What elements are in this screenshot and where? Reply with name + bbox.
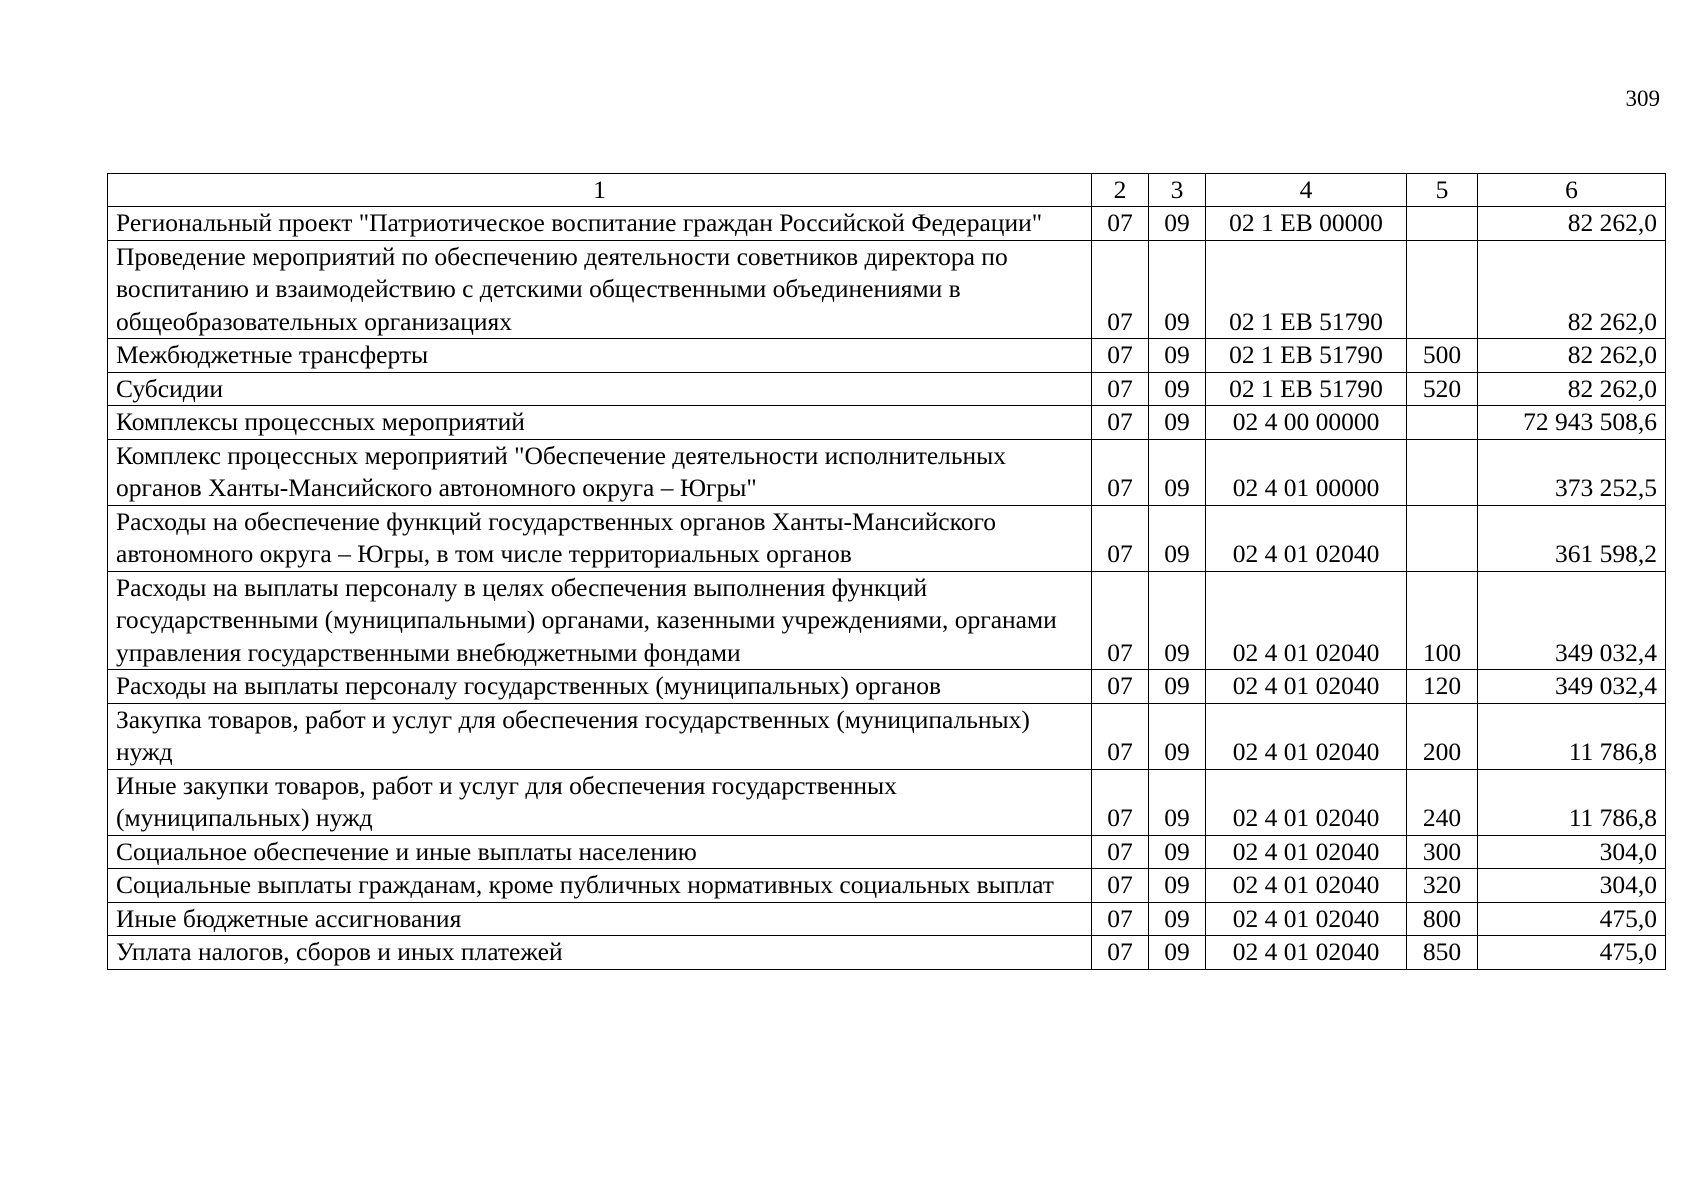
row-amount-cell: 72 943 508,6 (1478, 406, 1666, 440)
row-type-cell: 800 (1407, 902, 1478, 936)
row-subsection-cell: 09 (1149, 207, 1206, 241)
row-name-cell: Субсидии (108, 372, 1092, 406)
table-body (108, 207, 1666, 970)
row-section-cell: 07 (1092, 769, 1149, 835)
row-name-cell: Расходы на обеспечение функций государственных органов Ханты-Мансийского автономного округа – Югры, в том числе территориальных органов (108, 505, 1092, 571)
row-code-cell: 02 4 01 00000 (1206, 439, 1407, 505)
row-code-cell: 02 1 EB 00000 (1206, 207, 1407, 241)
row-amount-cell: 82 262,0 (1478, 207, 1666, 241)
row-type-cell (1407, 505, 1478, 571)
row-section-cell: 07 (1092, 835, 1149, 869)
row-section-cell: 07 (1092, 406, 1149, 440)
row-section-cell: 07 (1092, 339, 1149, 373)
row-subsection-cell: 09 (1149, 769, 1206, 835)
row-type-cell (1407, 406, 1478, 440)
row-name-cell: Региональный проект "Патриотическое воспитание граждан Российской Федерации" (108, 207, 1092, 241)
header-cell-6: 6 (1478, 174, 1666, 207)
row-subsection-cell: 09 (1149, 902, 1206, 936)
row-subsection-cell: 09 (1149, 571, 1206, 670)
row-name-cell: Проведение мероприятий по обеспечению деятельности советников директора по воспитанию и взаимодействию с детскими общественными объединениями в общеобразовательных организациях (108, 240, 1092, 339)
row-type-cell: 500 (1407, 339, 1478, 373)
row-amount-cell: 349 032,4 (1478, 670, 1666, 704)
row-section-cell: 07 (1092, 936, 1149, 970)
row-amount-cell: 475,0 (1478, 902, 1666, 936)
row-section-cell: 07 (1092, 571, 1149, 670)
row-type-cell: 320 (1407, 869, 1478, 903)
row-type-cell (1407, 439, 1478, 505)
table-row (108, 902, 1666, 936)
row-name-cell: Расходы на выплаты персоналу государственных (муниципальных) органов (108, 670, 1092, 704)
table-row (108, 835, 1666, 869)
table-row (108, 571, 1666, 670)
row-subsection-cell: 09 (1149, 240, 1206, 339)
row-type-cell: 850 (1407, 936, 1478, 970)
header-cell-2: 2 (1092, 174, 1149, 207)
row-code-cell: 02 4 00 00000 (1206, 406, 1407, 440)
row-name-cell: Расходы на выплаты персоналу в целях обеспечения выполнения функций государственными (муниципальными) органами, казенными учреждениями, органами управления государственными внебюджетными фондами (108, 571, 1092, 670)
row-subsection-cell: 09 (1149, 406, 1206, 440)
row-code-cell: 02 4 01 02040 (1206, 835, 1407, 869)
table-row (108, 439, 1666, 505)
row-amount-cell: 304,0 (1478, 869, 1666, 903)
row-section-cell: 07 (1092, 372, 1149, 406)
row-type-cell: 120 (1407, 670, 1478, 704)
row-section-cell: 07 (1092, 240, 1149, 339)
row-section-cell: 07 (1092, 703, 1149, 769)
row-amount-cell: 11 786,8 (1478, 703, 1666, 769)
row-subsection-cell: 09 (1149, 835, 1206, 869)
row-amount-cell: 349 032,4 (1478, 571, 1666, 670)
row-subsection-cell: 09 (1149, 670, 1206, 704)
table-row (108, 936, 1666, 970)
row-subsection-cell: 09 (1149, 936, 1206, 970)
row-code-cell: 02 4 01 02040 (1206, 703, 1407, 769)
row-name-cell: Межбюджетные трансферты (108, 339, 1092, 373)
row-subsection-cell: 09 (1149, 505, 1206, 571)
row-subsection-cell: 09 (1149, 339, 1206, 373)
row-type-cell (1407, 240, 1478, 339)
row-type-cell (1407, 207, 1478, 241)
row-section-cell: 07 (1092, 902, 1149, 936)
table-row (108, 240, 1666, 339)
row-section-cell: 07 (1092, 207, 1149, 241)
row-amount-cell: 475,0 (1478, 936, 1666, 970)
row-section-cell: 07 (1092, 505, 1149, 571)
table-row (108, 339, 1666, 373)
row-amount-cell: 373 252,5 (1478, 439, 1666, 505)
row-section-cell: 07 (1092, 670, 1149, 704)
header-cell-1: 1 (108, 174, 1092, 207)
row-subsection-cell: 09 (1149, 372, 1206, 406)
row-code-cell: 02 4 01 02040 (1206, 902, 1407, 936)
row-code-cell: 02 4 01 02040 (1206, 769, 1407, 835)
row-name-cell: Комплексы процессных мероприятий (108, 406, 1092, 440)
row-code-cell: 02 4 01 02040 (1206, 670, 1407, 704)
row-name-cell: Социальные выплаты гражданам, кроме публичных нормативных социальных выплат (108, 869, 1092, 903)
row-name-cell: Закупка товаров, работ и услуг для обеспечения государственных (муниципальных) нужд (108, 703, 1092, 769)
row-code-cell: 02 1 EB 51790 (1206, 339, 1407, 373)
row-type-cell: 300 (1407, 835, 1478, 869)
row-subsection-cell: 09 (1149, 869, 1206, 903)
row-code-cell: 02 1 EB 51790 (1206, 372, 1407, 406)
row-name-cell: Иные закупки товаров, работ и услуг для обеспечения государственных (муниципальных) нужд (108, 769, 1092, 835)
table-row (108, 372, 1666, 406)
row-type-cell: 520 (1407, 372, 1478, 406)
row-name-cell: Иные бюджетные ассигнования (108, 902, 1092, 936)
row-subsection-cell: 09 (1149, 439, 1206, 505)
row-amount-cell: 11 786,8 (1478, 769, 1666, 835)
table-row (108, 406, 1666, 440)
budget-table (107, 173, 1666, 970)
row-type-cell: 200 (1407, 703, 1478, 769)
row-amount-cell: 82 262,0 (1478, 240, 1666, 339)
row-section-cell: 07 (1092, 869, 1149, 903)
page-number: 309 (1625, 86, 1660, 111)
table-row (108, 207, 1666, 241)
table-row (108, 670, 1666, 704)
row-amount-cell: 82 262,0 (1478, 339, 1666, 373)
row-name-cell: Комплекс процессных мероприятий "Обеспечение деятельности исполнительных органов Ханты-Мансийского автономного округа – Югры" (108, 439, 1092, 505)
row-name-cell: Социальное обеспечение и иные выплаты населению (108, 835, 1092, 869)
row-section-cell: 07 (1092, 439, 1149, 505)
row-code-cell: 02 4 01 02040 (1206, 869, 1407, 903)
header-cell-4: 4 (1206, 174, 1407, 207)
table-row (108, 703, 1666, 769)
header-cell-5: 5 (1407, 174, 1478, 207)
row-code-cell: 02 4 01 02040 (1206, 505, 1407, 571)
header-cell-3: 3 (1149, 174, 1206, 207)
row-amount-cell: 304,0 (1478, 835, 1666, 869)
row-amount-cell: 82 262,0 (1478, 372, 1666, 406)
row-name-cell: Уплата налогов, сборов и иных платежей (108, 936, 1092, 970)
row-type-cell: 240 (1407, 769, 1478, 835)
table-row (108, 869, 1666, 903)
row-code-cell: 02 4 01 02040 (1206, 571, 1407, 670)
table-row (108, 505, 1666, 571)
row-amount-cell: 361 598,2 (1478, 505, 1666, 571)
row-type-cell: 100 (1407, 571, 1478, 670)
row-code-cell: 02 4 01 02040 (1206, 936, 1407, 970)
row-code-cell: 02 1 EB 51790 (1206, 240, 1407, 339)
table-header-row (108, 174, 1666, 207)
table-row (108, 769, 1666, 835)
row-subsection-cell: 09 (1149, 703, 1206, 769)
